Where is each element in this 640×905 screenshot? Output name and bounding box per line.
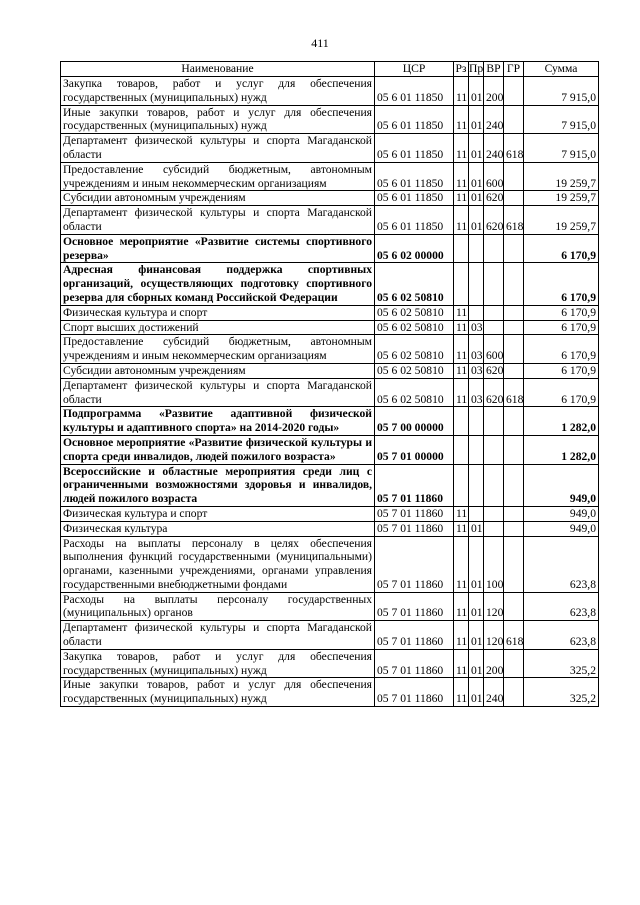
table-row xyxy=(61,162,599,191)
cell-gr xyxy=(504,305,524,320)
cell-rz xyxy=(454,464,469,506)
table-row xyxy=(61,105,599,134)
cell-csr: 05 6 01 11850 xyxy=(375,191,454,206)
cell-name: Субсидии автономным учреждениям xyxy=(61,191,375,206)
cell-csr: 05 6 01 11850 xyxy=(375,206,454,235)
cell-pr xyxy=(469,464,484,506)
cell-name: Департамент физической культуры и спорта Магаданской области xyxy=(61,206,375,235)
cell-csr: 05 7 01 11860 xyxy=(375,678,454,707)
cell-name: Основное мероприятие «Развитие физической культуры и спорта среди инвалидов, людей пожилого возраста» xyxy=(61,435,375,464)
cell-sum: 19 259,7 xyxy=(524,162,599,191)
header-csr: ЦСР xyxy=(375,62,454,77)
table-row xyxy=(61,678,599,707)
cell-vr: 200 xyxy=(484,649,504,678)
cell-pr: 01 xyxy=(469,521,484,536)
cell-sum: 6 170,9 xyxy=(524,378,599,407)
cell-pr: 01 xyxy=(469,678,484,707)
table-row xyxy=(61,77,599,106)
cell-sum: 19 259,7 xyxy=(524,206,599,235)
cell-name: Департамент физической культуры и спорта Магаданской области xyxy=(61,134,375,163)
cell-sum: 949,0 xyxy=(524,521,599,536)
cell-csr: 05 7 01 11860 xyxy=(375,649,454,678)
cell-csr: 05 6 01 11850 xyxy=(375,105,454,134)
cell-rz xyxy=(454,407,469,436)
cell-gr xyxy=(504,77,524,106)
cell-csr: 05 6 01 11850 xyxy=(375,134,454,163)
header-gr: ГР xyxy=(504,62,524,77)
cell-gr xyxy=(504,536,524,592)
cell-sum: 6 170,9 xyxy=(524,263,599,305)
cell-vr: 600 xyxy=(484,335,504,364)
cell-rz: 11 xyxy=(454,77,469,106)
cell-gr xyxy=(504,263,524,305)
cell-vr: 100 xyxy=(484,536,504,592)
table-row xyxy=(61,263,599,305)
cell-sum: 7 915,0 xyxy=(524,134,599,163)
table-row xyxy=(61,191,599,206)
cell-rz: 11 xyxy=(454,134,469,163)
page-number: 411 xyxy=(311,36,329,50)
cell-gr xyxy=(504,506,524,521)
cell-name: Спорт высших достижений xyxy=(61,320,375,335)
cell-pr: 01 xyxy=(469,77,484,106)
table-row xyxy=(61,320,599,335)
cell-sum: 19 259,7 xyxy=(524,191,599,206)
cell-rz: 11 xyxy=(454,320,469,335)
cell-gr: 618 xyxy=(504,621,524,650)
cell-csr: 05 6 02 50810 xyxy=(375,363,454,378)
table-row xyxy=(61,464,599,506)
cell-gr xyxy=(504,521,524,536)
cell-pr: 01 xyxy=(469,206,484,235)
cell-pr: 01 xyxy=(469,162,484,191)
cell-sum: 325,2 xyxy=(524,649,599,678)
cell-pr: 01 xyxy=(469,134,484,163)
cell-vr xyxy=(484,407,504,436)
table-row xyxy=(61,206,599,235)
cell-name: Закупка товаров, работ и услуг для обеспечения государственных (муниципальных) нужд xyxy=(61,77,375,106)
cell-csr: 05 7 01 11860 xyxy=(375,506,454,521)
cell-pr xyxy=(469,305,484,320)
cell-rz: 11 xyxy=(454,649,469,678)
cell-rz: 11 xyxy=(454,536,469,592)
cell-vr xyxy=(484,464,504,506)
cell-csr: 05 6 02 50810 xyxy=(375,320,454,335)
cell-csr: 05 6 02 50810 xyxy=(375,378,454,407)
table-row xyxy=(61,621,599,650)
cell-name: Департамент физической культуры и спорта Магаданской области xyxy=(61,378,375,407)
cell-pr: 03 xyxy=(469,363,484,378)
cell-name: Закупка товаров, работ и услуг для обеспечения государственных (муниципальных) нужд xyxy=(61,649,375,678)
table-row xyxy=(61,134,599,163)
cell-sum: 623,8 xyxy=(524,592,599,621)
cell-name: Адресная финансовая поддержка спортивных организаций, осуществляющих подготовку спортивного резерва для сборных команд Российской Федерации xyxy=(61,263,375,305)
cell-pr: 03 xyxy=(469,320,484,335)
cell-gr xyxy=(504,162,524,191)
cell-name: Предоставление субсидий бюджетным, автономным учреждениям и иным некоммерческим организациям xyxy=(61,162,375,191)
cell-rz: 11 xyxy=(454,678,469,707)
cell-vr: 240 xyxy=(484,678,504,707)
header-row xyxy=(61,62,599,77)
header-name: Наименование xyxy=(61,62,375,77)
cell-name: Расходы на выплаты персоналу государственных (муниципальных) органов xyxy=(61,592,375,621)
cell-pr: 01 xyxy=(469,621,484,650)
cell-name: Физическая культура и спорт xyxy=(61,506,375,521)
cell-rz xyxy=(454,435,469,464)
cell-name: Всероссийские и областные мероприятия среди лиц с ограниченными возможностями здоровья и инвалидов, людей пожилого возраста xyxy=(61,464,375,506)
cell-gr: 618 xyxy=(504,134,524,163)
cell-pr xyxy=(469,435,484,464)
cell-pr: 01 xyxy=(469,649,484,678)
cell-vr: 120 xyxy=(484,621,504,650)
cell-vr: 600 xyxy=(484,162,504,191)
cell-vr: 620 xyxy=(484,363,504,378)
cell-pr: 01 xyxy=(469,536,484,592)
cell-name: Департамент физической культуры и спорта Магаданской области xyxy=(61,621,375,650)
cell-rz: 11 xyxy=(454,105,469,134)
cell-rz: 11 xyxy=(454,363,469,378)
budget-table xyxy=(60,61,599,707)
cell-sum: 325,2 xyxy=(524,678,599,707)
cell-name: Предоставление субсидий бюджетным, автономным учреждениям и иным некоммерческим организациям xyxy=(61,335,375,364)
cell-vr xyxy=(484,521,504,536)
cell-sum: 6 170,9 xyxy=(524,335,599,364)
cell-pr: 03 xyxy=(469,378,484,407)
cell-rz xyxy=(454,234,469,263)
cell-gr xyxy=(504,435,524,464)
cell-csr: 05 6 02 50810 xyxy=(375,305,454,320)
header-vr: ВР xyxy=(484,62,504,77)
cell-pr: 01 xyxy=(469,191,484,206)
cell-sum: 623,8 xyxy=(524,621,599,650)
table-row xyxy=(61,521,599,536)
cell-name: Иные закупки товаров, работ и услуг для обеспечения государственных (муниципальных) нужд xyxy=(61,105,375,134)
cell-rz: 11 xyxy=(454,621,469,650)
cell-vr: 620 xyxy=(484,206,504,235)
cell-sum: 7 915,0 xyxy=(524,77,599,106)
table-row xyxy=(61,407,599,436)
cell-sum: 6 170,9 xyxy=(524,363,599,378)
cell-pr xyxy=(469,407,484,436)
cell-rz: 11 xyxy=(454,191,469,206)
cell-gr xyxy=(504,320,524,335)
cell-csr: 05 7 00 00000 xyxy=(375,407,454,436)
cell-vr: 120 xyxy=(484,592,504,621)
cell-sum: 6 170,9 xyxy=(524,320,599,335)
table-row xyxy=(61,506,599,521)
cell-vr: 620 xyxy=(484,191,504,206)
table-row xyxy=(61,234,599,263)
cell-csr: 05 7 01 11860 xyxy=(375,536,454,592)
table-body xyxy=(61,77,599,707)
table-row xyxy=(61,435,599,464)
cell-vr: 200 xyxy=(484,77,504,106)
cell-gr xyxy=(504,105,524,134)
table-row xyxy=(61,305,599,320)
cell-rz xyxy=(454,263,469,305)
header-sum: Сумма xyxy=(524,62,599,77)
cell-rz: 11 xyxy=(454,592,469,621)
cell-name: Основное мероприятие «Развитие системы спортивного резерва» xyxy=(61,234,375,263)
cell-csr: 05 6 02 50810 xyxy=(375,335,454,364)
cell-vr xyxy=(484,305,504,320)
cell-sum: 6 170,9 xyxy=(524,305,599,320)
cell-pr xyxy=(469,263,484,305)
header-rz: Рз xyxy=(455,62,467,76)
cell-vr: 620 xyxy=(484,378,504,407)
cell-vr: 240 xyxy=(484,105,504,134)
cell-gr xyxy=(504,335,524,364)
cell-vr xyxy=(484,263,504,305)
cell-vr xyxy=(484,320,504,335)
table-row xyxy=(61,592,599,621)
cell-gr xyxy=(504,678,524,707)
cell-rz: 11 xyxy=(454,506,469,521)
cell-csr: 05 6 02 50810 xyxy=(375,263,454,305)
cell-vr: 240 xyxy=(484,134,504,163)
table-row xyxy=(61,536,599,592)
cell-gr xyxy=(504,464,524,506)
cell-sum: 949,0 xyxy=(524,464,599,506)
cell-pr: 01 xyxy=(469,105,484,134)
cell-sum: 1 282,0 xyxy=(524,435,599,464)
table-row xyxy=(61,378,599,407)
cell-name: Физическая культура и спорт xyxy=(61,305,375,320)
cell-sum: 949,0 xyxy=(524,506,599,521)
cell-gr xyxy=(504,363,524,378)
cell-gr: 618 xyxy=(504,378,524,407)
cell-csr: 05 6 01 11850 xyxy=(375,77,454,106)
cell-pr: 01 xyxy=(469,592,484,621)
cell-pr: 03 xyxy=(469,335,484,364)
cell-gr xyxy=(504,649,524,678)
cell-csr: 05 7 01 11860 xyxy=(375,521,454,536)
table-row xyxy=(61,649,599,678)
cell-name: Субсидии автономным учреждениям xyxy=(61,363,375,378)
cell-csr: 05 7 01 11860 xyxy=(375,621,454,650)
table-row xyxy=(61,335,599,364)
cell-rz: 11 xyxy=(454,206,469,235)
table-row xyxy=(61,363,599,378)
header-pr: Пр xyxy=(469,62,484,76)
cell-sum: 623,8 xyxy=(524,536,599,592)
cell-rz: 11 xyxy=(454,305,469,320)
cell-gr xyxy=(504,407,524,436)
cell-pr xyxy=(469,506,484,521)
cell-csr: 05 6 02 00000 xyxy=(375,234,454,263)
cell-csr: 05 7 01 11860 xyxy=(375,464,454,506)
cell-name: Иные закупки товаров, работ и услуг для обеспечения государственных (муниципальных) нужд xyxy=(61,678,375,707)
cell-pr xyxy=(469,234,484,263)
cell-csr: 05 6 01 11850 xyxy=(375,162,454,191)
cell-rz: 11 xyxy=(454,378,469,407)
cell-vr xyxy=(484,506,504,521)
cell-csr: 05 7 01 00000 xyxy=(375,435,454,464)
cell-sum: 7 915,0 xyxy=(524,105,599,134)
cell-gr: 618 xyxy=(504,206,524,235)
cell-csr: 05 7 01 11860 xyxy=(375,592,454,621)
cell-vr xyxy=(484,435,504,464)
cell-rz: 11 xyxy=(454,335,469,364)
cell-gr xyxy=(504,592,524,621)
cell-sum: 1 282,0 xyxy=(524,407,599,436)
cell-gr xyxy=(504,234,524,263)
cell-name: Физическая культура xyxy=(61,521,375,536)
cell-gr xyxy=(504,191,524,206)
cell-name: Подпрограмма «Развитие адаптивной физической культуры и адаптивного спорта» на 2014-2020 годы» xyxy=(61,407,375,436)
cell-rz: 11 xyxy=(454,521,469,536)
cell-name: Расходы на выплаты персоналу в целях обеспечения выполнения функций государственными (муниципальными) органами, казенными учреждениями, органами управления государственными внебюджетными фондами xyxy=(61,536,375,592)
cell-sum: 6 170,9 xyxy=(524,234,599,263)
cell-rz: 11 xyxy=(454,162,469,191)
cell-vr xyxy=(484,234,504,263)
